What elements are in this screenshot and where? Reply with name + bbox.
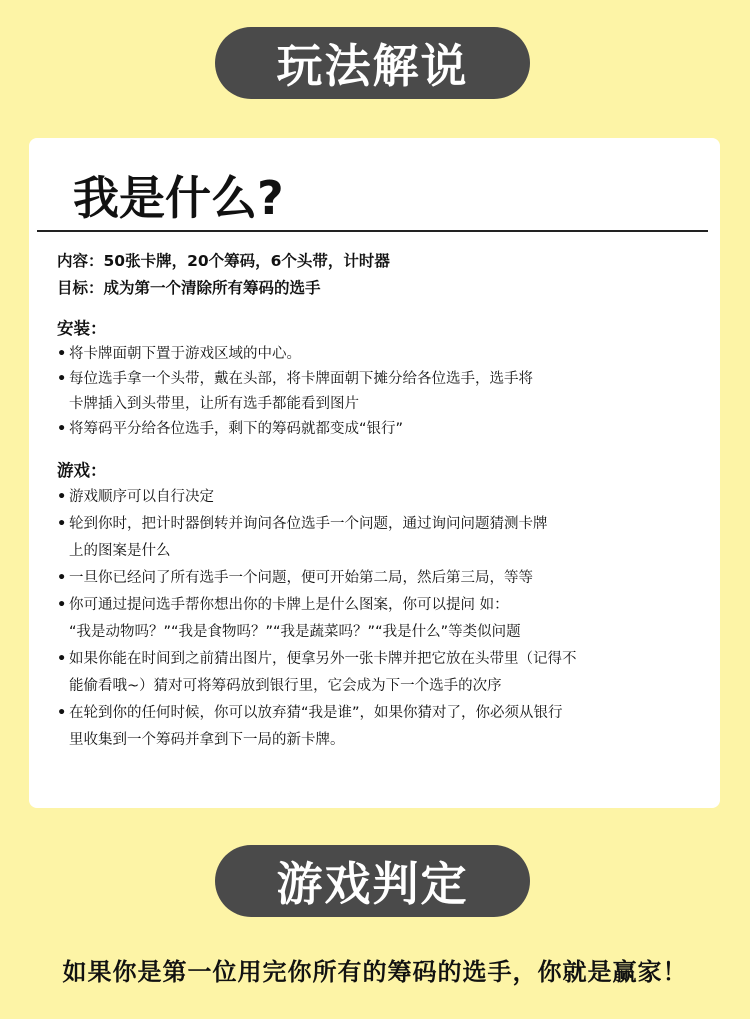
title-divider	[37, 230, 708, 232]
list-item: • 每位选手拿一个头带，戴在头部，将卡牌面朝下摊分给各位选手，选手将 卡牌插入到头带里，让所有选手都能看到图片	[55, 367, 533, 417]
setup-heading: 安装：	[57, 319, 107, 338]
list-item: • 一旦你已经问了所有选手一个问题，便可开始第二局，然后第三局，等等	[55, 565, 577, 592]
section-title-judgement: 游戏判定	[215, 845, 530, 917]
setup-list	[55, 342, 533, 442]
bullet-icon: •	[57, 516, 67, 532]
card-title: 我是什么?	[73, 171, 284, 225]
rules-card	[29, 138, 720, 808]
game-list	[55, 484, 577, 754]
bullet-icon: •	[57, 597, 67, 613]
bullet-icon: •	[57, 651, 67, 667]
bullet-icon: •	[57, 346, 67, 362]
list-item: • 在轮到你的任何时候，你可以放弃猜“我是谁”，如果你猜对了，你必须从银行 里收集到一个筹码并拿到下一局的新卡牌。	[55, 700, 577, 754]
list-item: • 将筹码平分给各位选手，剩下的筹码就都变成“银行”	[55, 417, 533, 442]
section-title-gameplay: 玩法解说	[215, 27, 530, 99]
bullet-icon: •	[57, 705, 67, 721]
list-item: • 将卡牌面朝下置于游戏区域的中心。	[55, 342, 533, 367]
list-item: • 你可通过提问选手帮你想出你的卡牌上是什么图案，你可以提问 如： “我是动物吗？”“我是食物吗？”“我是蔬菜吗？”“我是什么”等类似问题	[55, 592, 577, 646]
bullet-icon: •	[57, 421, 67, 437]
list-item: • 轮到你时，把计时器倒转并询问各位选手一个问题，通过询问问题猜测卡牌 上的图案是什么	[55, 511, 577, 565]
game-meta	[57, 248, 390, 302]
contents-text: 内容：50张卡牌，20个筹码，6个头带，计时器	[57, 252, 390, 270]
bullet-icon: •	[57, 570, 67, 586]
win-condition-text: 如果你是第一位用完你所有的筹码的选手，你就是赢家！	[62, 958, 688, 986]
list-item: • 如果你能在时间到之前猜出图片，便拿另外一张卡牌并把它放在头带里（记得不 能偷看哦~）猜对可将筹码放到银行里，它会成为下一个选手的次序	[55, 646, 577, 700]
bullet-icon: •	[57, 489, 67, 505]
list-item: • 游戏顺序可以自行决定	[55, 484, 577, 511]
bullet-icon: •	[57, 371, 67, 387]
goal-text: 目标：成为第一个清除所有筹码的选手	[57, 279, 321, 297]
game-heading: 游戏：	[57, 461, 107, 480]
